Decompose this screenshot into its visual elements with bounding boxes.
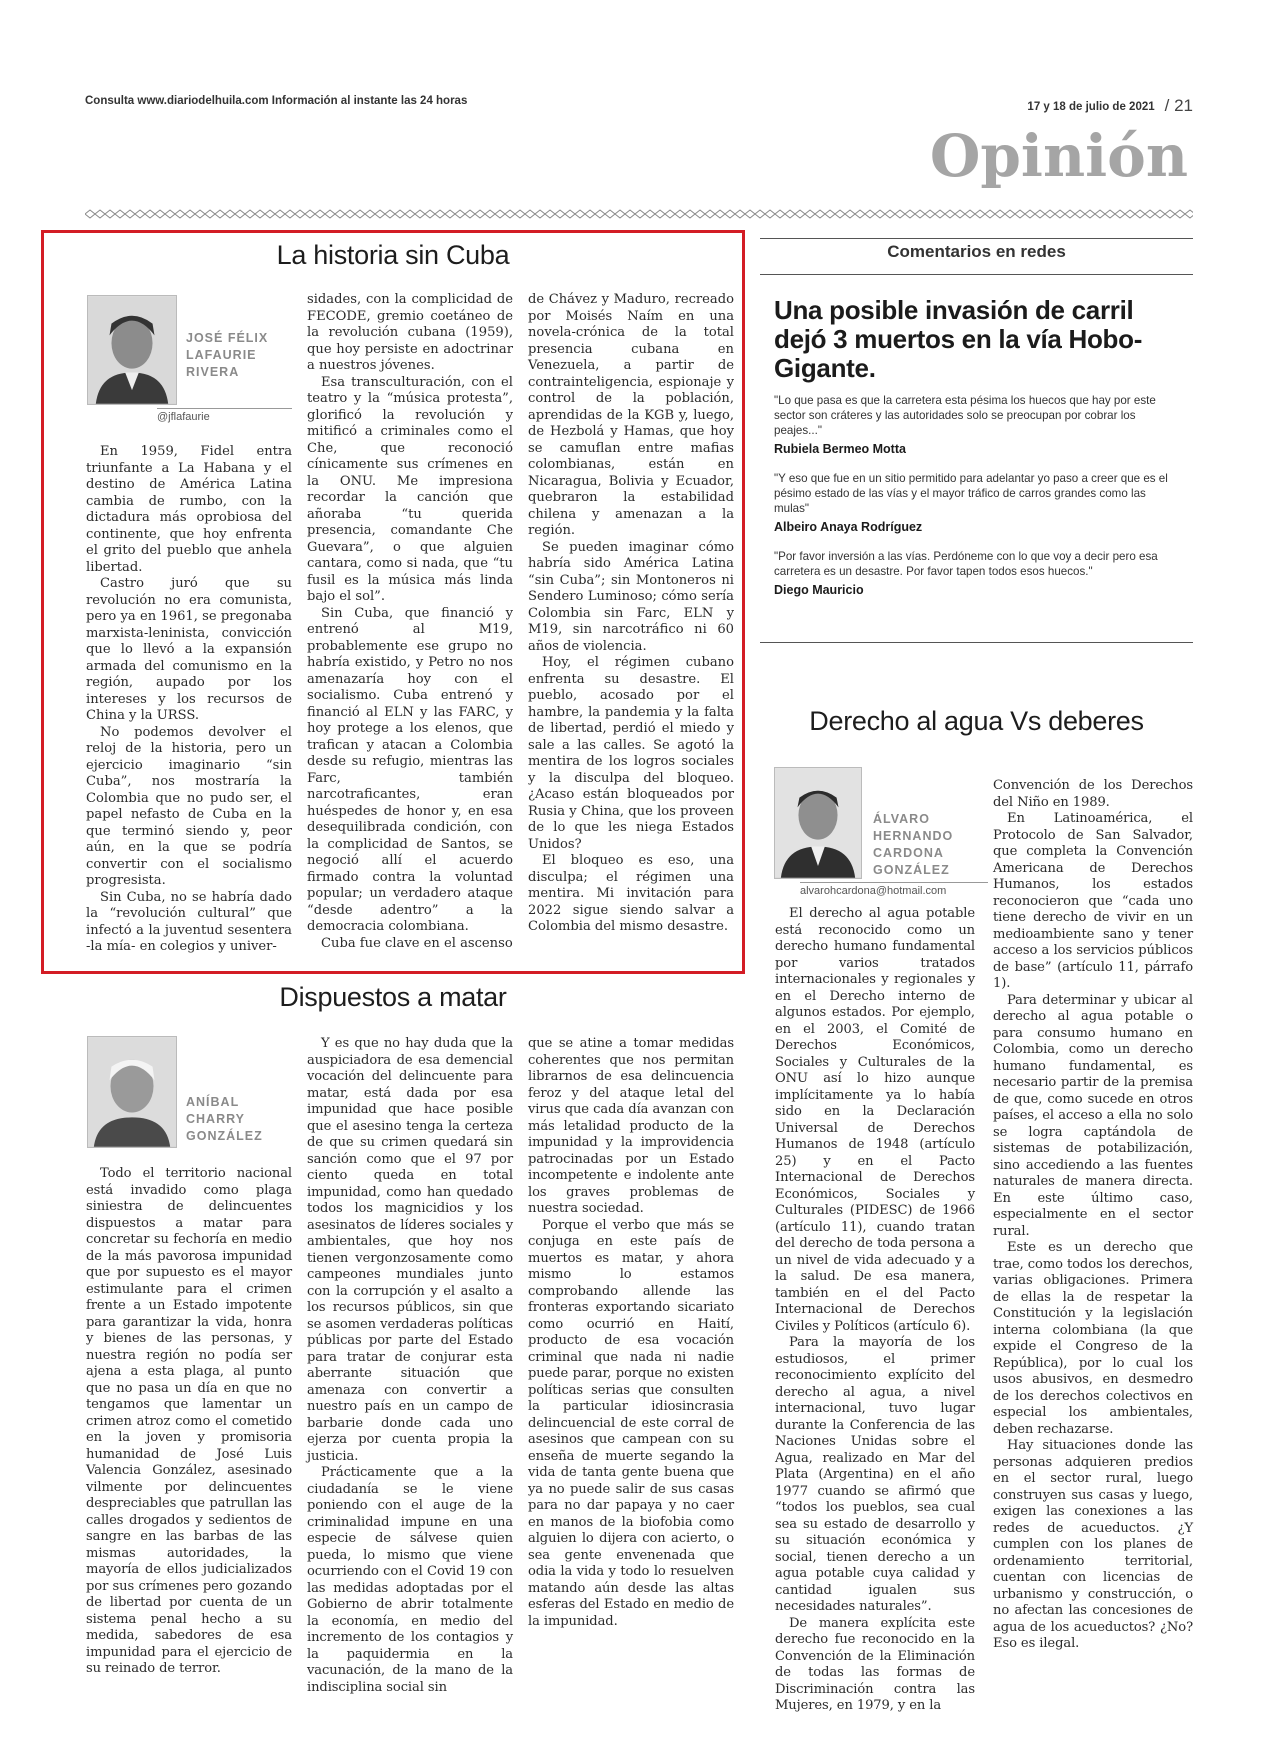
article-title: Dispuestos a matar [279, 982, 507, 1012]
article-column-1 [86, 444, 292, 956]
article-column-2 [993, 778, 1193, 1653]
paragraph: Sin Cuba, no se habría dado la “revolución cultural” que infectó a la juventud sesentera -la mía- en colegios y univer- [86, 889, 292, 954]
paragraph: Todo el territorio nacional está invadido como plaga siniestra de delincuentes dispuestos a matar para concretar su fechoría en medio de la más pavorosa impunidad que por supuesto es el mayor estimulante para el crimen frente a un Estado impotente para garantizar la vida, honra y bienes de las personas, y nuestra región no podía ser ajena a esta plaga, al punto que no pasa un día en que no tengamos que lamentar un crimen atroz como el cometido en la joven y promisoria humanidad de José Luis Valencia González, asesinado vilmente por delincuentes despreciables que patrullan las calles drogados y sedientos de sangre en las barbas de las mismas autoridades, la mayoría de ellos judicializados por sus crímenes pero gozando de libertad por cuenta de un sistema penal hecho a su medida, sabedores de esa impunidad para el ejercicio de su reinado de terror. [86, 1166, 292, 1676]
article-column-3 [528, 1036, 734, 1630]
paragraph: Esa transculturación, con el teatro y la “música protesta”, glorificó la revolución y mitificó a criminales como el Che, que reconoció cínicamente sus crímenes en la ONU. Me impresiona recordar la canción que añoraba “tu querida presencia, comandante Che Guevara”, o que alguien cantara, como si nada, que “tu fusil es la música más linda bajo el sol”. [307, 374, 513, 604]
comments-headline: Una posible invasión de carril dejó 3 muertos en la vía Hobo-Gigante. [774, 295, 1143, 383]
paragraph: Se pueden imaginar cómo habría sido América Latina “sin Cuba”; sin Montoneros ni Sendero Luminoso; cómo sería Colombia sin Farc, ELN y M19, sin narcotráfico ni 60 años de violencia. [528, 539, 734, 654]
author-photo [774, 767, 862, 879]
author-name: JOSÉ FÉLIX LAFAURIE RIVERA [186, 331, 269, 379]
author-photo [87, 1036, 177, 1148]
portrait-icon [88, 296, 176, 404]
author-name: ANÍBAL CHARRY GONZÁLEZ [186, 1095, 263, 1143]
issue-date: 17 y 18 de julio de 2021 [1027, 101, 1155, 113]
paragraph: Porque el verbo que más se conjuga en este país de muertos es matar, y ahora mismo lo estamos comprobando allende las fronteras exportando sicariato como ocurrió en Haití, producto de esa vocación criminal que nada ni nadie puede parar, porque no existen políticas serias que consulten la particular idiosincrasia delincuencial de este corral de asesinos que campean con su enseña de muerte segando la vida de tanta gente buena que ya no puede salir de sus casas para no dar papaya y no caer en manos de la biofobia como alguien lo dijera con acierto, o sea gente envenenada que odia la vida y todo lo resuelven matando aún desde las altas esferas del Estado en medio de la impunidad. [528, 1217, 734, 1629]
paragraph: Para la mayoría de los estudiosos, el primer reconocimiento explícito del derecho al agua, a nivel internacional, tuvo lugar durante la Conferencia de las Naciones Unidas sobre el Agua, realizado en Mar del Plata (Argentina) en el año 1977 cuando se afirmó que “todos los pueblos, sea cual sea su estado de desarrollo y su situación económica y social, tienen derecho a un agua potable cuya calidad y cantidad igualen sus necesidades naturales”. [775, 1335, 975, 1614]
comment-author: Albeiro Anaya Rodríguez [774, 520, 923, 534]
comments-heading: Comentarios en redes [887, 242, 1066, 261]
author-email: alvarohcardona@hotmail.com [800, 882, 988, 897]
author-name: ÁLVARO HERNANDO CARDONA GONZÁLEZ [873, 812, 954, 877]
article-column-1 [86, 1166, 292, 1678]
comment-text: "Lo que pasa es que la carretera esta pésima los huecos que hay por este sector son cráteres y las autoridades solo se preocupan por cobrar los peajes..." [774, 394, 1156, 437]
paragraph: de Chávez y Maduro, recreado por Moisés Naím en una novela-crónica de la total presencia cubana en Venezuela, a partir de contrainteligencia, espionaje y control de la población, aprendidas de la KGB y, luego, de Hezbolá y Hamas, que hoy se camuflan entre mafias colombianas, están en Nicaragua, Bolivia y Ecuador, quebraron la estabilidad chilena y amenazan a la región. [528, 292, 734, 538]
portrait-icon [88, 1037, 176, 1147]
divider [760, 274, 1193, 275]
page-number: / 21 [1164, 96, 1193, 115]
article-column-1 [775, 906, 975, 1715]
comment-text: "Por favor inversión a las vías. Perdóneme con lo que voy a decir pero esa carretera es un desastre. Por favor tapen todos esos huecos." [774, 550, 1158, 578]
comment-author: Diego Mauricio [774, 583, 864, 597]
website-banner: Consulta www.diariodelhuila.com Información al instante las 24 horas [85, 95, 468, 107]
page-header [85, 95, 1193, 115]
comment-item [774, 393, 1174, 457]
comment-item [774, 549, 1174, 598]
author-photo [87, 295, 177, 405]
portrait-icon [775, 768, 861, 878]
paragraph: El bloqueo es eso, una disculpa; el régimen una mentira. Mi invitación para 2022 sigue siendo salvar a Colombia del mismo desastre. [528, 853, 734, 934]
paragraph: No podemos devolver el reloj de la historia, pero un ejercicio imaginario “sin Cuba”, nos mostraría la Colombia que no pudo ser, el papel nefasto de Cuba en la que terminó siendo y, peor aún, en la que se podría convertir con el socialismo progresista. [86, 724, 292, 888]
paragraph: Hay situaciones donde las personas adquieren predios en el sector rural, luego construyen sus casas y luego, exigen las conexiones a las redes de acueductos. ¿Y cumplen con los planes de ordenamiento territorial, cuentan con licencias de urbanismo y construcción, o no afectan las concesiones de agua de los acueductos? ¿No? Eso es ilegal. [993, 1438, 1193, 1651]
paragraph: Y es que no hay duda que la auspiciadora de esa demencial vocación del delincuente para matar, está dada por esa impunidad que hace posible que el asesino tenga la certeza de que su crimen quedará sin sanción como que el 97 por ciento queda en total impunidad, como han quedado todos los magnicidios y los asesinatos de líderes sociales y ambientales, que hoy nos tienen vergonzosamente como campeones mundiales junto con la corrupción y el asalto a los recursos públicos, sin que se asomen verdaderas políticas públicas por parte del Estado para tratar de conjurar esta aberrante situación que amenaza con convertir a nuestro país en un campo de barbarie donde cada uno ejerza por cuenta propia la justicia. [307, 1036, 513, 1464]
paragraph: sidades, con la complicidad de FECODE, gremio coetáneo de la revolución cubana (1959), que hoy persiste en adoctrinar a nuestros jóvenes. [307, 292, 513, 373]
author-handle: @jflafaurie [157, 408, 292, 423]
article-column-2 [307, 292, 513, 952]
article-title: Derecho al agua Vs deberes [809, 706, 1144, 736]
paragraph: que se atine a tomar medidas coherentes que nos permitan librarnos de esa delincuencia feroz y del ataque letal del virus que cada día avanzan con más letalidad producto de la impunidad y la improvidencia patrocinadas por un Estado incompetente e indolente ante los graves problemas de nuestra sociedad. [528, 1036, 734, 1216]
paragraph: Hoy, el régimen cubano enfrenta su desastre. El pueblo, acosado por el hambre, la pandemia y la falta de libertad, perdió el miedo y sale a las calles. Se agotó la mentira de los logros sociales y la disculpa del bloqueo. ¿Acaso están bloqueados por Rusia y China, que los proveen de lo que les niega Estados Unidos? [528, 655, 734, 852]
article-title: La historia sin Cuba [276, 240, 510, 270]
paragraph: Prácticamente que a la ciudadanía se le viene poniendo con el auge de la criminalidad impune en una especie de sálvese quien pueda, lo mismo que viene ocurriendo con el Covid 19 con las medidas adoptadas por el Gobierno de abrir totalmente la economía, en medio del incremento de los contagios y la paquidermia en la vacunación, de la mano de la indisciplina social sin [307, 1465, 513, 1695]
paragraph: Para determinar y ubicar al derecho al agua potable o para consumo humano en Colombia, como un derecho humano fundamental, es necesario partir de la premisa de que, como sucede en otros países, el acceso a ella no solo se logra captándola de sistemas de potabilización, sino accediendo a las fuentes naturales de manera directa. En este último caso, especialmente en el sector rural. [993, 992, 1193, 1239]
article-column-2 [307, 1036, 513, 1696]
paragraph: Convención de los Derechos del Niño en 1989. [993, 778, 1193, 810]
paragraph: En Latinoamérica, el Protocolo de San Salvador, que completa la Convención Americana de Derechos Humanos, los estados reconocieron que “cada uno tiene derecho de vivir en un medioambiente sano y tener acceso a los servicios públicos de base” (artículo 11, párrafo 1). [993, 811, 1193, 991]
section-title: Opinión [929, 122, 1188, 190]
decorative-divider [85, 209, 1193, 219]
paragraph: De manera explícita este derecho fue reconocido en la Convención de la Eliminación de todas las formas de Discriminación contra las Mujeres, en 1979, y en la [775, 1615, 975, 1713]
divider [760, 238, 1193, 239]
divider [760, 642, 1193, 643]
date-page [1027, 95, 1193, 115]
paragraph: En 1959, Fidel entra triunfante a La Habana y el destino de América Latina cambia de rumbo, con la dictadura más oprobiosa del continente, que hoy enfrenta el grito del pueblo que anhela libertad. [86, 444, 292, 575]
paragraph: El derecho al agua potable está reconocido como un derecho humano fundamental por varios tratados internacionales y regionales y en el Derecho interno de algunos estados. Por ejemplo, en el 2003, el Comité de Derechos Económicos, Sociales y Culturales de la ONU así lo hizo aunque implícitamente ya lo había sido en la Declaración Universal de Derechos Humanos de 1948 (artículo 25) y en el Pacto Internacional de Derechos Económicos, Sociales y Culturales (PIDESC) de 1966 (artículo 11), cuando tratan del derecho de toda persona a un nivel de vida adecuado y a la salud. De esa manera, también en el del Pacto Internacional de Derechos Civiles y Políticos (artículo 6). [775, 906, 975, 1334]
paragraph: Sin Cuba, que financió y entrenó al M19, probablemente ese grupo no habría existido, y Petro no nos amenazaría hoy con el socialismo. Cuba entrenó y financió al ELN y las FARC, y hoy protege a los elenos, que trafican y atacan a Colombia desde su refugio, mientras las Farc, también narcotraficantes, eran huéspedes de honor y, en esa desequilibrada condición, con la complicidad de Santos, se negoció allí el acuerdo firmado contra la voluntad popular; un verdadero ataque “desde adentro” a la democracia colombiana. [307, 605, 513, 934]
comment-author: Rubiela Bermeo Motta [774, 442, 906, 456]
comment-text: "Y eso que fue en un sitio permitido para adelantar yo paso a creer que es el pésimo estado de las vías y el mayor tráfico de carros grandes como las mulas" [774, 472, 1168, 515]
comment-item [774, 471, 1174, 535]
paragraph: Cuba fue clave en el ascenso [321, 935, 513, 951]
paragraph: Este es un derecho que trae, como todos los derechos, varias obligaciones. Primera de ellas la de respetar la Constitución y la legislación interna colombiana (la que expide el Congreso de la República), por lo cual los usos abusivos, en desmedro de los derechos colectivos en especial los ambientales, deben rechazarse. [993, 1240, 1193, 1437]
paragraph: Castro juró que su revolución no era comunista, pero ya en 1961, se pregonaba marxista-leninista, convicción que lo llevó a la expansión armada del comunismo en la región, aupado por los intereses y los recursos de China y la URSS. [86, 576, 292, 723]
article-column-3 [528, 292, 734, 936]
